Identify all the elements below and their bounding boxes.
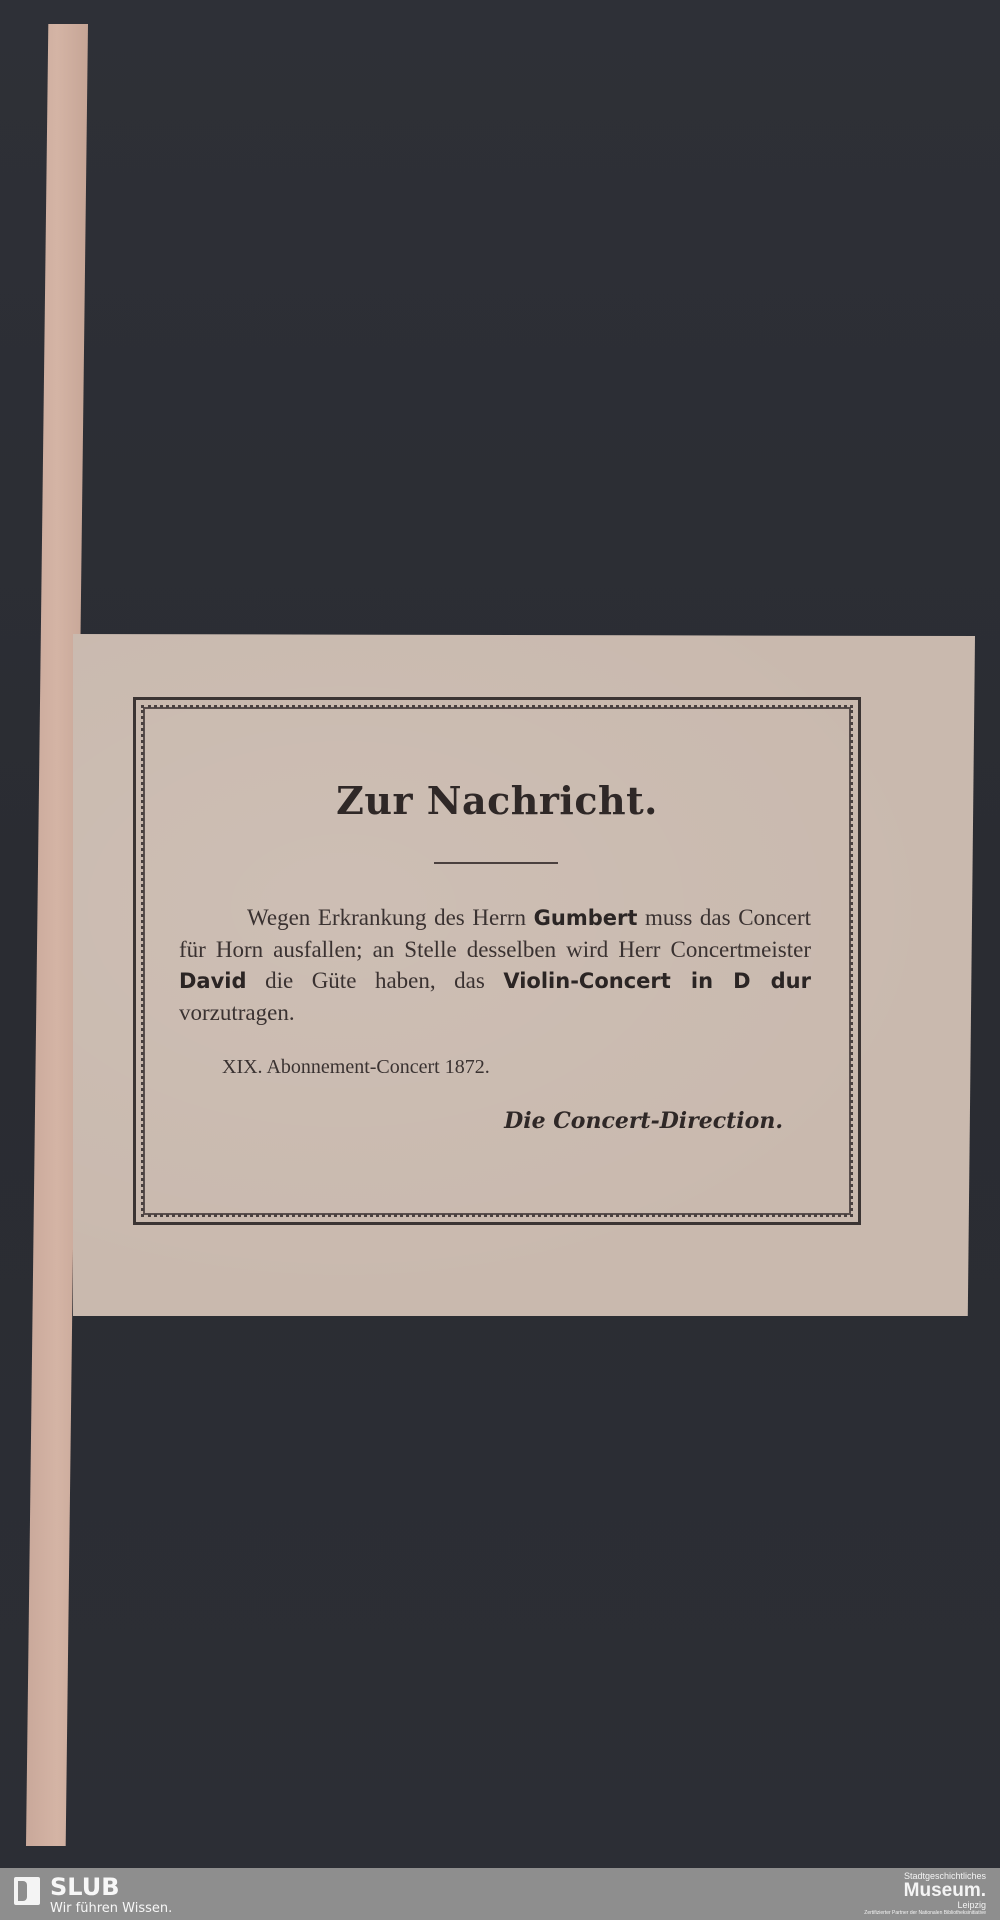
notice-body	[179, 902, 811, 1028]
body-text-1: Wegen Erkrankung des Herrn	[247, 905, 534, 930]
concert-number: XIX. Abonnement-Concert 1872.	[222, 1056, 490, 1078]
library-tagline: Wir führen Wissen.	[50, 1901, 173, 1916]
performer-name-david: David	[179, 969, 247, 993]
signature: Die Concert-Direction.	[504, 1108, 783, 1134]
partner-prefix: Stadtgeschichtliches	[903, 1871, 986, 1881]
partner-logo[interactable]	[836, 1871, 986, 1916]
body-text-3: die Güte haben, das	[246, 968, 504, 993]
body-text-2: muss das Concert für Horn ausfallen; an Stelle desselben wird Herr Concertmeister	[179, 905, 812, 962]
work-title: Violin-Concert in D dur	[503, 969, 811, 993]
title-rule	[434, 862, 558, 864]
slub-logo-icon[interactable]	[14, 1877, 40, 1905]
library-name[interactable]: SLUB	[50, 1873, 120, 1901]
partner-city: Leipzig	[957, 1900, 986, 1910]
partner-name: Museum.	[903, 1880, 986, 1901]
body-text-4: vorzutragen.	[179, 1000, 295, 1025]
notice-title: Zur Nachricht.	[336, 778, 658, 823]
viewer-footer	[0, 1868, 1000, 1920]
partner-note: Zertifizierter Partner der Nationalen Bibliotheksinitiative	[864, 1910, 986, 1916]
performer-name-gumbert: Gumbert	[533, 906, 638, 930]
